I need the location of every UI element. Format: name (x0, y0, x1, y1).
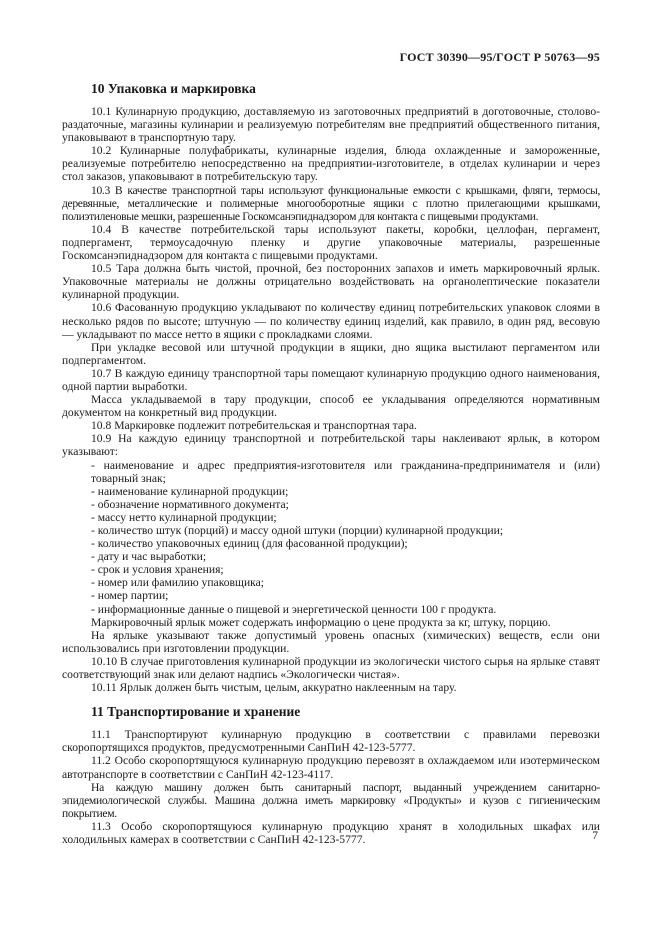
paragraph-10-10: 10.10 В случае приготовления кулинарной продукции из экологически чистого сырья на ярлыке ставят соответствующий знак или делают надпись «Экологически чистая». (62, 654, 600, 682)
list-item: - наименование и адрес предприятия-изготовителя или гражданина-предпринимателя и (или) товарный знак; (91, 458, 600, 485)
list-item: - наименование кулинарной продукции; (91, 484, 289, 498)
paragraph-11-2: 11.2 Особо скоропортящуюся кулинарную продукцию перевозят в охлаждаемом или изотермическом автотранспорте в соответствии с СанПиН 42-123-4117. (62, 754, 600, 781)
paragraph-label-hazard: На ярлыке указывают также допустимый уровень опасных (химических) веществ, если они использовались при изготовлении продукции. (62, 628, 600, 655)
list-item: - информационные данные о пищевой и энергетической ценности 100 г продукта. (91, 602, 497, 616)
paragraph-10-7: 10.7 В каждую единицу транспортной тары помещают кулинарную продукцию одного наименования, одной партии выработки. (62, 366, 600, 393)
paragraph-11-2-note: На каждую машину должен быть санитарный паспорт, выданный учреждением санитарно-эпидемиологической службы. Машина должна иметь маркировку «Продукты» и кузов с гигиеническим покрытием. (62, 780, 600, 820)
list-item: - номер или фамилию упаковщика; (91, 576, 264, 590)
list-item: - обозначение нормативного документа; (91, 497, 289, 511)
list-item: - срок и условия хранения; (91, 563, 224, 577)
paragraph-10-4: 10.4 В качестве потребительской тары используют пакеты, коробки, целлофан, пергамент, подпергамент, термоусадочную пленку и другие упаковочные материалы, разрешенные Госкомсанэпиднадзором для контакта с пищевыми продуктами. (62, 222, 600, 263)
document-body (62, 82, 600, 846)
section-11-title: 11 Транспортирование и хранение (91, 704, 301, 720)
page-number: 7 (592, 830, 598, 842)
document-code-header: ГОСТ 30390—95/ГОСТ Р 50763—95 (399, 50, 600, 64)
paragraph-10-5: 10.5 Тара должна быть чистой, прочной, без посторонних запахов и иметь маркировочный ярлык. Упаковочные материалы не должны отрицательно воздействовать на органолептические показатели кулинарной продукции. (62, 262, 600, 302)
label-requirements-list (62, 459, 600, 616)
paragraph-11-3: 11.3 Особо скоропортящуюся кулинарную продукцию хранят в холодильных шкафах или холодильных камерах в соответствии с СанПиН 42-123-5777. (62, 819, 600, 846)
paragraph-label-price: Маркировочный ярлык может содержать информацию о цене продукта за кг, штуку, порцию. (91, 615, 551, 629)
paragraph-10-1: 10.1 Кулинарную продукцию, доставляемую из заготовочных предприятий в доготовочные, столово-раздаточные, магазины кулинарии и реализуемую потребителям вне предприятий общественного питания, упаковывают в транспортную тару. (62, 105, 600, 145)
list-item: - массу нетто кулинарной продукции; (91, 510, 277, 524)
paragraph-10-11: 10.11 Ярлык должен быть чистым, целым, аккуратно наклеенным на тару. (91, 681, 457, 695)
paragraph-11-1: 11.1 Транспортируют кулинарную продукцию в соответствии с правилами перевозки скоропортящихся продуктов, предусмотренными СанПиН 42-123-5777. (62, 728, 600, 755)
paragraph-10-9: 10.9 На каждую единицу транспортной и потребительской тары наклеивают ярлык, в котором указывают: (62, 432, 600, 459)
paragraph-10-8: 10.8 Маркировке подлежит потребительская и транспортная тара. (91, 419, 417, 433)
list-item: - дату и час выработки; (91, 550, 207, 564)
paragraph-10-6-note: При укладке весовой или штучной продукции в ящики, дно ящика выстилают пергаментом или подпергаментом. (62, 340, 600, 367)
list-item: - номер партии; (91, 589, 169, 603)
paragraph-10-3: 10.3 В качестве транспортной тары используют функциональные емкости с крышками, фляги, термосы, деревянные, металлические и полимерные многооборотные ящики с плотно прилегающими крышками, полиэтиленовые мешки, разрешенные Госкомсанэпиднадзором для контакта с пищевыми продуктами. (62, 183, 600, 223)
list-item: - количество упаковочных единиц (для фасованной продукции); (91, 537, 408, 551)
paragraph-10-6: 10.6 Фасованную продукцию укладывают по количеству единиц потребительских упаковок слоями в несколько рядов по высоте; штучную — по количеству единиц изделий, как правило, в один ряд, весовую — укладывают по массе нетто в ящики с прокладками слоями. (62, 301, 600, 341)
list-item: - количество штук (порций) и массу одной штуки (порции) кулинарной продукции; (91, 524, 504, 537)
section-10-title: 10 Упаковка и маркировка (91, 81, 256, 96)
paragraph-10-7-note: Масса укладываемой в тару продукции, способ ее укладывания определяются нормативным документом на конкретный вид продукции. (62, 393, 600, 420)
paragraph-10-2: 10.2 Кулинарные полуфабрикаты, кулинарные изделия, блюда охлажденные и замороженные, реализуемые потребителю непосредственно на предприятии-изготовителе, в отделах кулинарии и через стол заказов, упаковывают в потребительскую тару. (62, 144, 600, 184)
